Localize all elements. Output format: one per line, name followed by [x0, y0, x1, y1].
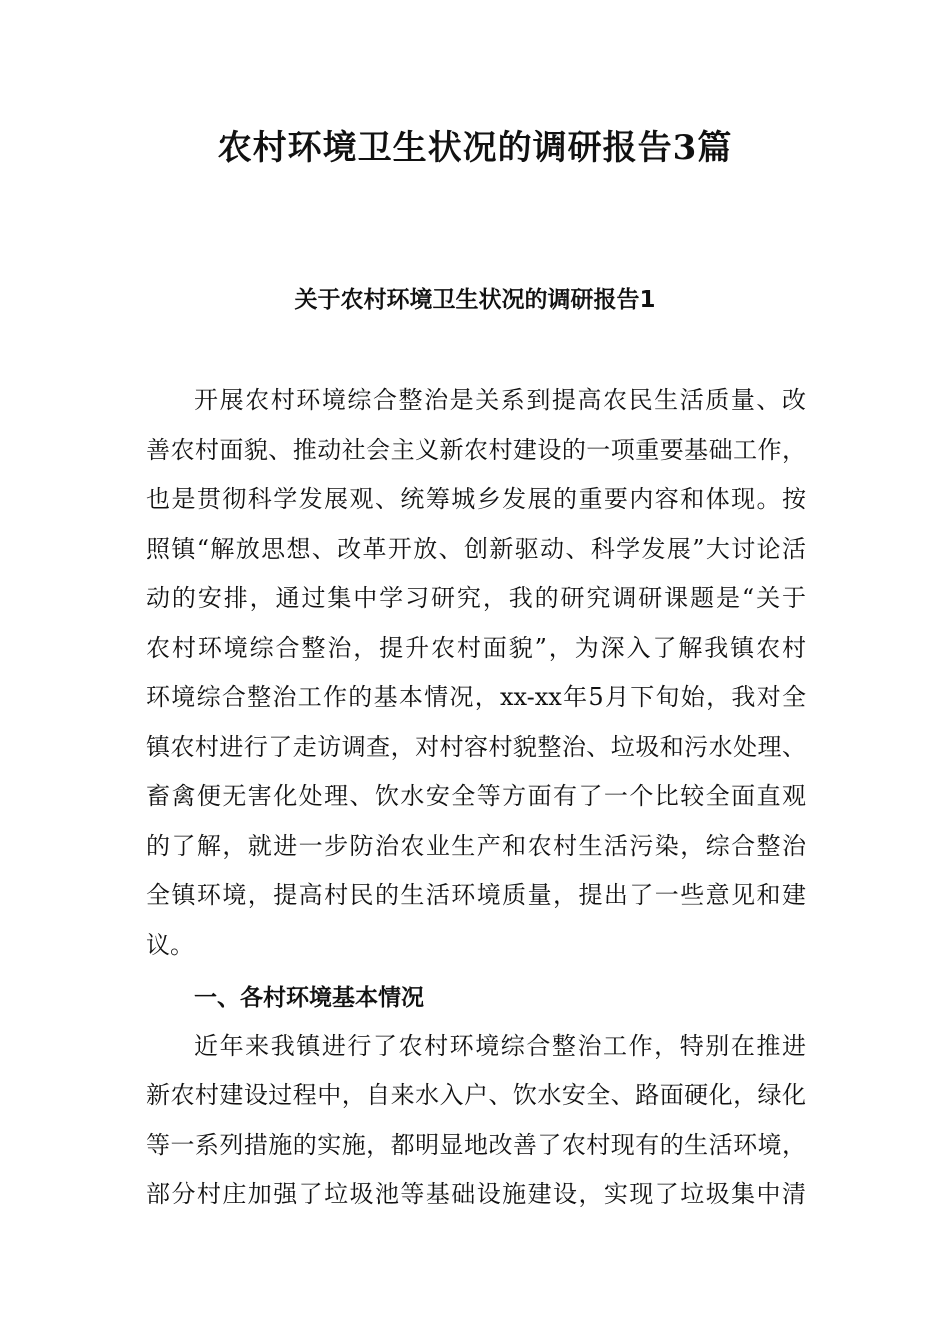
paragraph-line: 也是贯彻科学发展观、统筹城乡发展的重要内容和体现。按 — [146, 485, 806, 513]
paragraph-line: 镇农村进行了走访调查，对村容村貌整治、垃圾和污水处理、 — [146, 733, 806, 761]
paragraph-line: 善农村面貌、推动社会主义新农村建设的一项重要基础工作， — [146, 436, 806, 464]
paragraph-line: 等一系列措施的实施，都明显地改善了农村现有的生活环境， — [146, 1131, 806, 1159]
paragraph-line: 照镇“解放思想、改革开放、创新驱动、科学发展”大讨论活 — [146, 535, 806, 563]
document-title: 农村环境卫生状况的调研报告3篇 — [217, 128, 733, 168]
paragraph-line: 农村环境综合整治，提升农村面貌”，为深入了解我镇农村 — [146, 634, 806, 662]
paragraph-line: 新农村建设过程中，自来水入户、饮水安全、路面硬化，绿化 — [146, 1081, 806, 1109]
paragraph-line: 动的安排，通过集中学习研究，我的研究调研课题是“关于 — [146, 584, 806, 612]
paragraph-line: 开展农村环境综合整治是关系到提高农民生活质量、改 — [194, 386, 806, 414]
paragraph-line: 的了解，就进一步防治农业生产和农村生活污染，综合整治 — [146, 832, 806, 860]
paragraph-line: 全镇环境，提高村民的生活环境质量，提出了一些意见和建 — [146, 881, 806, 909]
paragraph-line: 议。 — [146, 931, 194, 959]
paragraph-line: 近年来我镇进行了农村环境综合整治工作，特别在推进 — [194, 1032, 806, 1060]
paragraph-line: 环境综合整治工作的基本情况，xx-xx年5月下旬始，我对全 — [146, 683, 806, 711]
report-subtitle: 关于农村环境卫生状况的调研报告1 — [294, 287, 656, 313]
paragraph-line: 畜禽便无害化处理、饮水安全等方面有了一个比较全面直观 — [146, 782, 806, 810]
section-heading: 一、各村环境基本情况 — [194, 985, 424, 1011]
paragraph-line: 部分村庄加强了垃圾池等基础设施建设，实现了垃圾集中清 — [146, 1180, 806, 1208]
